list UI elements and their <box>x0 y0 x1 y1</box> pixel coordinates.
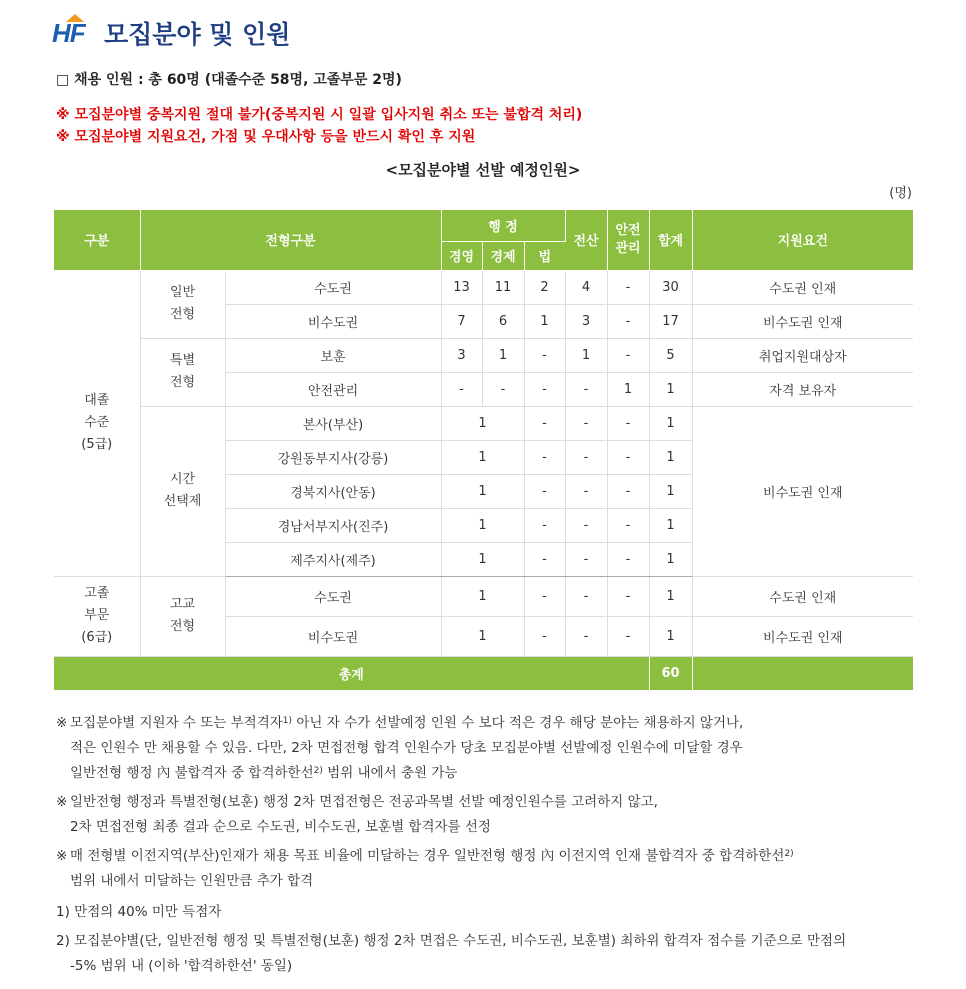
cell-safety: - <box>607 406 649 440</box>
cell-total: 1 <box>649 440 692 474</box>
cell-total: 1 <box>649 372 692 406</box>
group-timeselect: 시간 선택제 <box>140 406 225 576</box>
footnote-2-cont: -5% 범위 내 (이하 '합격하한선' 동일) <box>70 958 293 974</box>
header-it: 전산 <box>565 210 607 270</box>
cell-admin: 1 <box>441 440 524 474</box>
cell-sub: 비수도권 <box>225 616 441 656</box>
footnote-1: 1) 만점의 40% 미만 득점자 <box>56 904 222 920</box>
hf-logo: HF <box>52 18 85 49</box>
cell-sub: 경북지사(안동) <box>225 474 441 508</box>
header-mgmt: 경영 <box>441 241 482 270</box>
header-econ: 경제 <box>482 241 524 270</box>
cell-sub: 수도권 <box>225 576 441 616</box>
cell-sub: 본사(부산) <box>225 406 441 440</box>
footnote-2: 2) 모집분야별(단, 일반전형 행정 및 특별전형(보훈) 행정 2차 면접은 수도권, 비수도권, 보훈별) 최하위 합격자 점수를 기준으로 만점의 <box>56 933 847 949</box>
cell-law: - <box>524 616 565 656</box>
cell-admin: 1 <box>441 542 524 576</box>
cell-safety: - <box>607 508 649 542</box>
cell-it: - <box>565 576 607 616</box>
cell-law: 2 <box>524 270 565 304</box>
group-highschool: 고졸 부문 (6급) <box>54 576 140 656</box>
header-category: 구분 <box>54 210 140 270</box>
total-row <box>54 656 913 690</box>
table-caption: <모집분야별 선발 예정인원> <box>385 161 581 179</box>
note-2: ※ 일반전형 행정과 특별전형(보훈) 행정 2차 면접전형은 전공과목별 선발 예정인원수를 고려하지 않고, 2차 면접전형 최종 결과 순으로 수도권, 비수도권, 보훈별 합격자를 선정 <box>56 794 658 835</box>
cell-mgmt: - <box>441 372 482 406</box>
cell-req: 수도권 인재 <box>692 270 913 304</box>
cell-it: - <box>565 440 607 474</box>
cell-it: 3 <box>565 304 607 338</box>
cell-sub: 수도권 <box>225 270 441 304</box>
cell-it: - <box>565 542 607 576</box>
cell-mgmt: 3 <box>441 338 482 372</box>
cell-it: 4 <box>565 270 607 304</box>
summary-line: □ 채용 인원 : 총 60명 (대졸수준 58명, 고졸부문 2명) <box>56 72 402 88</box>
cell-econ: 11 <box>482 270 524 304</box>
cell-mgmt: 13 <box>441 270 482 304</box>
cell-req: 자격 보유자 <box>692 372 913 406</box>
cell-law: - <box>524 440 565 474</box>
cell-req: 수도권 인재 <box>692 576 913 616</box>
header-total: 합계 <box>649 210 692 270</box>
group-special: 특별 전형 <box>140 338 225 406</box>
cell-it: - <box>565 406 607 440</box>
cell-law: 1 <box>524 304 565 338</box>
cell-safety: 1 <box>607 372 649 406</box>
logo-roof-icon <box>66 14 84 22</box>
header-admin: 행 정 <box>441 210 565 241</box>
cell-safety: - <box>607 616 649 656</box>
table-row <box>54 406 913 440</box>
cell-total: 1 <box>649 576 692 616</box>
cell-admin: 1 <box>441 508 524 542</box>
header-requirements: 지원요건 <box>692 210 913 270</box>
total-label: 총계 <box>54 656 649 690</box>
page-title: 모집분야 및 인원 <box>104 20 291 49</box>
cell-total: 5 <box>649 338 692 372</box>
total-empty <box>692 656 913 690</box>
cell-total: 1 <box>649 406 692 440</box>
total-value: 60 <box>649 656 692 690</box>
cell-total: 17 <box>649 304 692 338</box>
cell-econ: 6 <box>482 304 524 338</box>
header-safety: 안전 관리 <box>607 210 649 270</box>
cell-sub: 보훈 <box>225 338 441 372</box>
cell-law: - <box>524 542 565 576</box>
cell-req-timeselect: 비수도권 인재 <box>692 406 913 576</box>
header-law: 법 <box>524 241 565 270</box>
cell-safety: - <box>607 474 649 508</box>
cell-it: - <box>565 474 607 508</box>
cell-safety: - <box>607 576 649 616</box>
warning-requirements: ※ 모집분야별 지원요건, 가점 및 우대사항 등을 반드시 확인 후 지원 <box>56 129 476 145</box>
cell-sub: 비수도권 <box>225 304 441 338</box>
cell-econ: 1 <box>482 338 524 372</box>
notes-section <box>56 711 936 983</box>
table-row <box>54 576 913 616</box>
cell-mgmt: 7 <box>441 304 482 338</box>
cell-it: - <box>565 508 607 542</box>
cell-admin: 1 <box>441 474 524 508</box>
cell-safety: - <box>607 440 649 474</box>
cell-req: 비수도권 인재 <box>692 616 913 656</box>
cell-it: - <box>565 616 607 656</box>
cell-it: - <box>565 372 607 406</box>
cell-total: 1 <box>649 616 692 656</box>
cell-safety: - <box>607 338 649 372</box>
cell-total: 1 <box>649 542 692 576</box>
cell-law: - <box>524 576 565 616</box>
table-row <box>54 270 913 304</box>
cell-it: 1 <box>565 338 607 372</box>
cell-law: - <box>524 406 565 440</box>
unit-label: (명) <box>889 186 912 201</box>
cell-law: - <box>524 372 565 406</box>
group-general: 일반 전형 <box>140 270 225 338</box>
cell-total: 30 <box>649 270 692 304</box>
cell-safety: - <box>607 270 649 304</box>
cell-law: - <box>524 474 565 508</box>
warning-duplicate: ※ 모집분야별 중복지원 절대 불가(중복지원 시 일괄 입사지원 취소 또는 불합격 처리) <box>56 107 583 123</box>
cell-admin: 1 <box>441 576 524 616</box>
cell-econ: - <box>482 372 524 406</box>
cell-req: 비수도권 인재 <box>692 304 913 338</box>
cell-admin: 1 <box>441 406 524 440</box>
cell-sub: 안전관리 <box>225 372 441 406</box>
note-1: ※ 모집분야별 지원자 수 또는 부적격자$^{1)}$ 아닌 자 수가 선발예정 인원 수 보다 적은 경우 해당 분야는 채용하지 않거나, 적은 인원수 만 채용할 수 있음. 다만, 2차 면접전형 합격 인원수가 당초 모집분야별 선발예정 인원수에 미달할 경우 일반전형 행정 內 불합격자 중 합격하한선$^{2)}$ 범위 내에서 충원 가능 <box>56 715 744 781</box>
group-highschool-general: 고교 전형 <box>140 576 225 656</box>
recruitment-table <box>54 210 913 690</box>
header-type: 전형구분 <box>140 210 441 270</box>
cell-sub: 제주지사(제주) <box>225 542 441 576</box>
cell-admin: 1 <box>441 616 524 656</box>
cell-safety: - <box>607 304 649 338</box>
cell-sub: 강원동부지사(강릉) <box>225 440 441 474</box>
cell-total: 1 <box>649 508 692 542</box>
cell-req: 취업지원대상자 <box>692 338 913 372</box>
cell-safety: - <box>607 542 649 576</box>
cell-law: - <box>524 508 565 542</box>
cell-sub: 경남서부지사(진주) <box>225 508 441 542</box>
note-3: ※ 매 전형별 이전지역(부산)인재가 채용 목표 비율에 미달하는 경우 일반전형 행정 內 이전지역 인재 불합격자 중 합격하한선$^{2)}$ 범위 내에서 미달하는 인원만큼 추가 합격 <box>56 848 794 889</box>
table-row <box>54 338 913 372</box>
cell-law: - <box>524 338 565 372</box>
group-college: 대졸 수준 (5급) <box>54 270 140 576</box>
cell-total: 1 <box>649 474 692 508</box>
